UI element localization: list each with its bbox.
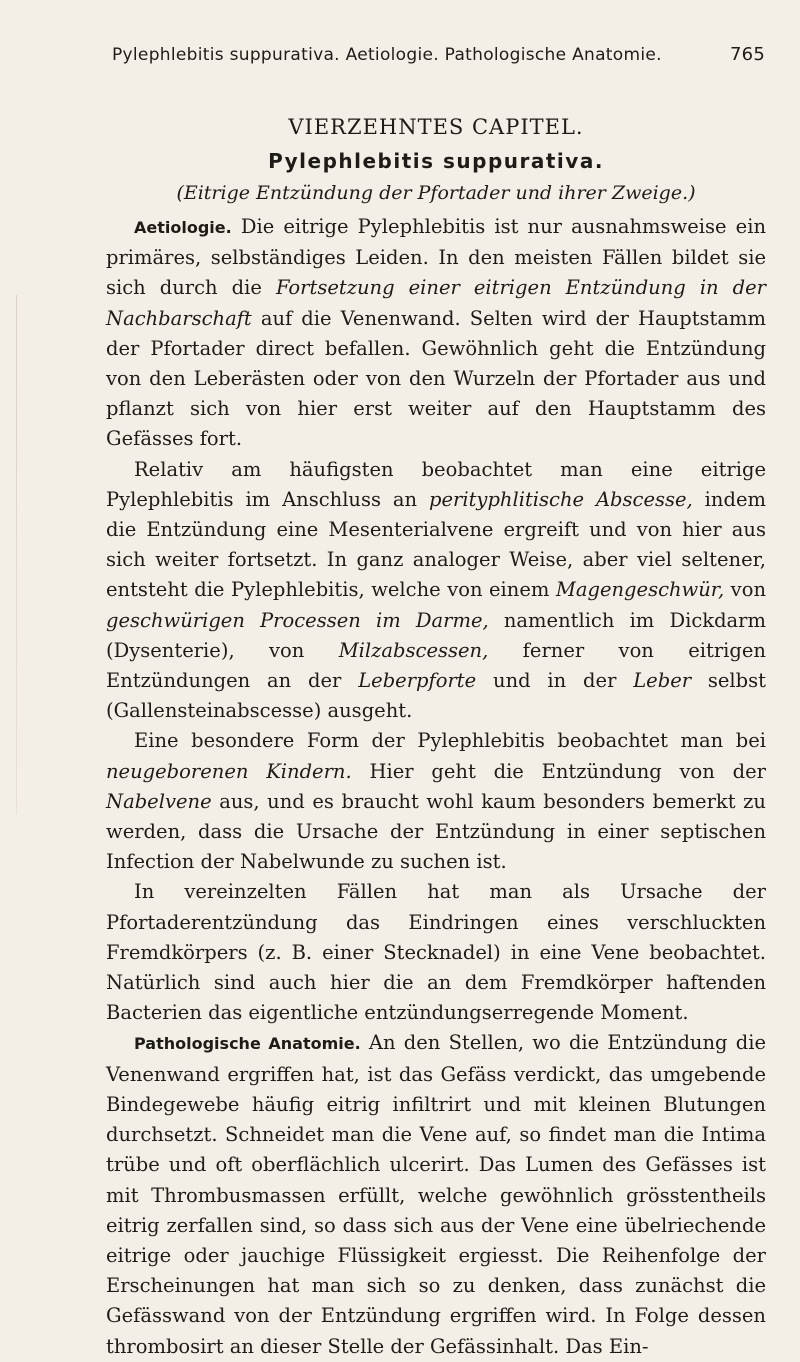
chapter-title: Pylephlebitis suppurativa. — [268, 149, 604, 173]
paragraph-newborns — [106, 726, 766, 877]
emphasis: Leber — [633, 669, 692, 693]
margin-line — [16, 295, 17, 815]
running-header — [112, 44, 765, 65]
section-rubric: Pathologische Anatomie. — [134, 1034, 361, 1054]
text-run: Die eitrige Pylephlebitis ist nur ausnahmsweise ein primäres, selbständiges Leiden. In den meisten Fällen bildet sie sich durch die — [106, 215, 766, 300]
paragraph-foreign-body — [106, 877, 766, 1028]
paragraph-causes — [106, 455, 766, 727]
text-run: In vereinzelten Fällen hat man als Ursache der Pfortaderentzündung das Eindringen eines verschluckten Fremdkörpers (z. B. einer Stecknadel) in eine Vene beobachtet. Natürlich sind auch hier die an dem Fremdkörper haftenden Bacterien das eigentliche entzündungserregende Moment. — [106, 880, 766, 1025]
emphasis: Nabelvene — [106, 789, 212, 813]
text-run: ferner von eitrigen Entzündungen an der — [106, 638, 766, 693]
emphasis: Magengeschwür, — [555, 578, 725, 602]
text-run: aus, und es braucht wohl kaum besonders bemerkt zu werden, dass die Ursache der Entzündung in einer septischen Infection der Nabelwunde zu suchen ist. — [106, 789, 766, 874]
page-number: 765 — [730, 44, 765, 65]
emphasis: Leberpforte — [358, 669, 477, 693]
emphasis: Fortsetzung einer eitrigen Entzündung in der Nachbarschaft — [106, 276, 767, 330]
emphasis: neugeborenen Kindern. — [106, 759, 352, 783]
running-title: Pylephlebitis suppurativa. Aetiologie. Pathologische Anatomie. — [112, 45, 662, 65]
text-run: namentlich im Dickdarm (Dysenterie), von — [106, 608, 766, 662]
emphasis: geschwürigen Processen im Darme, — [106, 608, 489, 632]
text-run: Eine besondere Form der Pylephlebitis beobachtet man bei — [134, 729, 766, 753]
paragraph-pathology — [106, 1028, 766, 1361]
text-run: auf die Venenwand. Selten wird der Hauptstamm der Pfortader direct befallen. Gewöhnlich geht die Entzündung von den Leberästen oder von den Wurzeln der Pfortader aus und pflanzt sich von hier erst weiter auf den Hauptstamm des Gefässes fort. — [106, 306, 766, 451]
text-run: von — [724, 578, 767, 602]
text-run: selbst (Gallensteinabscesse) ausgeht. — [106, 669, 766, 723]
text-run: indem die Entzündung eine Mesenterialvene ergreift und von hier aus sich weiter fortsetzt. In ganz analoger Weise, aber viel seltener, entsteht die Pylephlebitis, welche von einem — [106, 487, 766, 602]
paragraph-aetiology — [106, 212, 766, 455]
text-run: Hier geht die Entzündung von der — [351, 759, 766, 783]
text-run: Relativ am häufigsten beobachtet man eine eitrige Pylephlebitis im Anschluss an — [106, 457, 766, 511]
chapter-heading: VIERZEHNTES CAPITEL. — [288, 115, 584, 139]
text-run: und in der — [476, 669, 634, 693]
text-run: An den Stellen, wo die Entzündung die Venenwand ergriffen hat, ist das Gefäss verdickt, das umgebende Bindegewebe häufig eitrig infiltrirt und mit kleinen Blutungen durchsetzt. Schneidet man die Vene auf, so findet man die Intima trübe und oft oberflächlich ulcerirt. Das Lumen des Gefässes ist mit Thrombusmassen erfüllt, welche gewöhnlich grösstentheils eitrig zerfallen sind, so dass sich aus der Vene eine übelriechende eitrige oder jauchige Flüssigkeit ergiesst. Die Reihenfolge der Erscheinungen hat man sich so zu denken, dass zunächst die Gefässwand von der Entzündung ergriffen wird. In Folge dessen thrombosirt an dieser Stelle der Gefässinhalt. Das Ein- — [106, 1031, 767, 1358]
chapter-subtitle: (Eitrige Entzündung der Pfortader und ihrer Zweige.) — [176, 182, 696, 204]
section-rubric: Aetiologie. — [134, 218, 232, 237]
emphasis: Milzabscessen, — [338, 638, 489, 662]
page-body — [106, 112, 766, 1362]
emphasis: perityphlitische Abscesse, — [429, 487, 693, 511]
